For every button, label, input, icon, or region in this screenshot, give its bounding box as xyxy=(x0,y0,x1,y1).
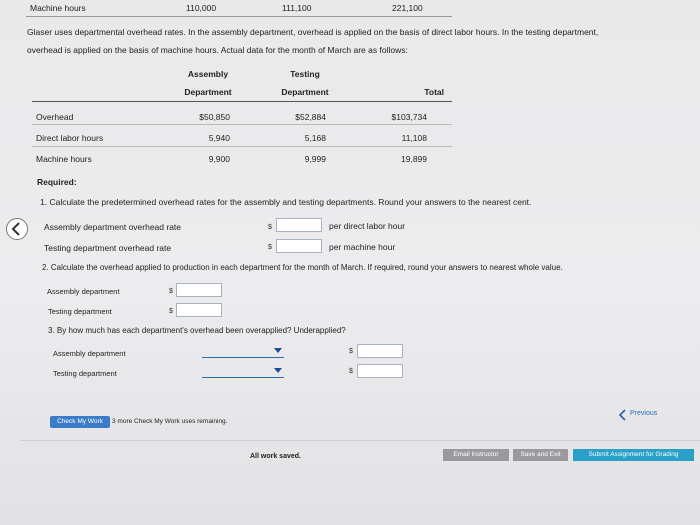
save-status: All work saved. xyxy=(250,453,301,460)
intro-line-1: Glaser uses departmental overhead rates. In the assembly department, overhead is applied on the basis of direct labor hours. In the testing department, xyxy=(27,27,599,37)
header-assembly-2: Department xyxy=(184,87,232,97)
top-row-assembly: 110,000 xyxy=(186,3,217,13)
q1-testing-currency: $ xyxy=(268,244,272,251)
row-testing: 5,168 xyxy=(304,133,326,143)
q3-testing-currency: $ xyxy=(349,368,353,375)
q2-text: 2. Calculate the overhead applied to production in each department for the month of March. If required, round your answers to nearest whole value. xyxy=(42,263,563,272)
q2-assembly-label: Assembly department xyxy=(47,287,120,296)
q3-assembly-label: Assembly department xyxy=(53,349,126,358)
back-arrow-button[interactable] xyxy=(6,218,28,240)
header-assembly-1: Assembly xyxy=(187,69,229,79)
row-assembly: 5,940 xyxy=(208,133,230,143)
row-label: Overhead xyxy=(36,112,74,122)
previous-button[interactable] xyxy=(618,408,674,422)
q1-assembly-label: Assembly department overhead rate xyxy=(44,222,182,232)
row-label: Direct labor hours xyxy=(36,133,104,143)
q1-assembly-rate-input[interactable] xyxy=(276,218,322,232)
row-assembly: $50,850 xyxy=(199,112,230,122)
row-label: Machine hours xyxy=(36,154,92,164)
submit-assignment-button[interactable]: Submit Assignment for Grading xyxy=(573,449,694,461)
top-row-testing: 111,100 xyxy=(282,3,312,13)
header-underline xyxy=(32,101,452,102)
top-row-label: Machine hours xyxy=(30,3,86,13)
top-row-divider xyxy=(26,16,452,17)
q2-testing-applied-input[interactable] xyxy=(176,303,222,317)
q1-testing-label: Testing department overhead rate xyxy=(44,243,172,253)
header-testing-2: Department xyxy=(281,87,329,97)
save-and-exit-button[interactable]: Save and Exit xyxy=(513,449,568,461)
q2-assembly-applied-input[interactable] xyxy=(176,283,222,297)
q1-text: 1. Calculate the predetermined overhead rates for the assembly and testing departments. Round your answers to the nearest cent. xyxy=(40,197,532,207)
row-divider xyxy=(32,124,452,125)
remaining-checks-text: 3 more Check My Work uses remaining. xyxy=(112,418,228,425)
chevron-left-icon xyxy=(7,219,27,239)
check-my-work-button[interactable]: Check My Work xyxy=(50,416,110,428)
header-testing-1: Testing xyxy=(290,69,320,79)
footer-divider xyxy=(20,440,700,441)
chevron-down-icon xyxy=(274,348,282,353)
q2-assembly-currency: $ xyxy=(169,288,173,295)
q3-testing-amount-input[interactable] xyxy=(357,364,403,378)
q1-assembly-currency: $ xyxy=(268,224,272,231)
q1-testing-rate-input[interactable] xyxy=(276,239,322,253)
row-assembly: 9,900 xyxy=(208,154,230,164)
q3-assembly-currency: $ xyxy=(349,348,353,355)
q1-assembly-unit: per direct labor hour xyxy=(329,221,406,231)
row-divider xyxy=(32,146,452,147)
row-testing: $52,884 xyxy=(295,112,326,122)
previous-label: Previous xyxy=(630,410,658,417)
email-instructor-button[interactable]: Email Instructor xyxy=(443,449,509,461)
top-row-total: 221,100 xyxy=(392,3,423,13)
row-total: 11,108 xyxy=(401,133,427,143)
q3-assembly-amount-input[interactable] xyxy=(357,344,403,358)
q3-testing-label: Testing department xyxy=(53,369,117,378)
intro-line-2: overhead is applied on the basis of machine hours. Actual data for the month of March are as follows: xyxy=(27,45,408,55)
row-testing: 9,999 xyxy=(304,154,326,164)
q3-testing-dropdown[interactable] xyxy=(202,367,284,378)
chevron-down-icon xyxy=(274,368,282,373)
q3-text: 3. By how much has each department's overhead been overapplied? Underapplied? xyxy=(48,326,346,335)
q1-testing-unit: per machine hour xyxy=(329,242,396,252)
row-total: 19,899 xyxy=(401,154,427,164)
q2-testing-label: Testing department xyxy=(48,307,112,316)
q2-testing-currency: $ xyxy=(169,308,173,315)
header-total: Total xyxy=(424,87,444,97)
top-row xyxy=(22,0,452,14)
chevron-left-icon xyxy=(618,408,628,422)
required-label: Required: xyxy=(37,177,77,187)
q3-assembly-dropdown[interactable] xyxy=(202,347,284,358)
row-total: $103,734 xyxy=(391,112,427,122)
